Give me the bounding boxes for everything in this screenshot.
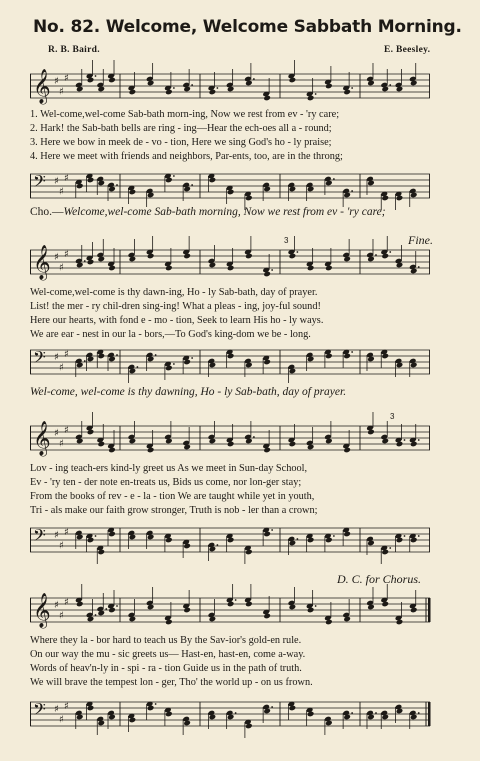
note-head xyxy=(86,173,95,192)
chorus-text: Wel-come, wel-come is thy dawning, Ho - ly Sab-bath, day of prayer. xyxy=(30,386,347,398)
note-head xyxy=(75,69,84,92)
svg-text:♯: ♯ xyxy=(64,349,69,360)
note-head xyxy=(182,69,193,92)
system-1-bass xyxy=(30,168,430,208)
note-head xyxy=(182,355,193,374)
note-head xyxy=(306,707,315,726)
note-head xyxy=(366,63,375,86)
svg-text:♯: ♯ xyxy=(54,176,59,187)
note-head xyxy=(96,349,105,368)
verse-line: From the books of rev - e - la - tion We are taught while yet in youth, xyxy=(30,491,315,502)
verse-line: Where they la - bor hard to teach us By the Sav-ior's gold-en rule. xyxy=(30,635,302,646)
note-head xyxy=(262,527,273,546)
note-head xyxy=(128,421,137,444)
bass-clef-icon: 𝄢 xyxy=(33,347,46,371)
note-head xyxy=(164,361,175,380)
verse-line: 1. Wel-come,wel-come Sab-bath morn-ing, Now we rest from ev - 'ry care; xyxy=(30,109,340,120)
note-head xyxy=(208,173,217,192)
verse-line: 4. Here we meet with friends and neighbors, Par-ents, too, are in the throng; xyxy=(30,151,343,162)
svg-text:♯: ♯ xyxy=(64,249,69,260)
author-credit: R. B. Baird. xyxy=(48,45,100,55)
system-3-bass xyxy=(30,522,430,562)
system-4 xyxy=(30,592,430,632)
system-2-bass xyxy=(30,344,430,384)
note-head xyxy=(96,593,107,616)
bass-clef-icon: 𝄢 xyxy=(33,525,46,549)
note-head xyxy=(226,69,235,92)
note-head xyxy=(146,63,155,86)
triplet-mark: 3 xyxy=(390,412,395,421)
note-head xyxy=(288,587,297,610)
key-signature-icon xyxy=(54,527,69,552)
svg-text:♯: ♯ xyxy=(54,600,59,611)
treble-clef-icon: 𝄞 xyxy=(33,593,51,628)
svg-text:♯: ♯ xyxy=(59,438,64,450)
svg-text:♯: ♯ xyxy=(54,530,59,541)
note-head xyxy=(244,719,253,738)
svg-text:♯: ♯ xyxy=(59,714,64,726)
verse-line: Words of heav'n-ly in - spi - ra - tion Guide us in the path of truth. xyxy=(30,663,302,674)
note-head xyxy=(182,427,191,450)
note-head xyxy=(208,245,217,268)
note-head xyxy=(395,245,404,268)
note-head xyxy=(164,533,173,552)
note-head xyxy=(324,349,333,368)
svg-text:♯: ♯ xyxy=(54,704,59,715)
svg-text:♯: ♯ xyxy=(54,76,59,87)
hymn-title xyxy=(33,17,462,37)
note-head xyxy=(366,239,377,262)
note-head xyxy=(128,364,139,383)
bass-clef-icon: 𝄢 xyxy=(33,699,46,723)
note-head xyxy=(86,533,97,552)
verse-line: List! the mer - ry chil-dren sing-ing! What a pleas - ing, joy-ful sound! xyxy=(30,301,321,312)
svg-text:♯: ♯ xyxy=(54,352,59,363)
svg-text:♯: ♯ xyxy=(59,186,64,198)
note-head xyxy=(409,188,418,207)
note-head xyxy=(288,701,297,720)
note-head xyxy=(395,69,404,92)
note-head xyxy=(86,599,97,622)
svg-text:♯: ♯ xyxy=(59,610,64,622)
verse-lyrics-1 xyxy=(30,108,430,164)
note-head xyxy=(75,179,84,198)
key-signature-icon xyxy=(54,349,69,374)
key-signature-icon xyxy=(54,249,69,274)
verse-lyrics-2 xyxy=(30,286,430,342)
note-head xyxy=(182,716,191,735)
note-head xyxy=(128,599,137,622)
note-head xyxy=(96,545,105,564)
note-head xyxy=(146,188,155,207)
svg-text:♯: ♯ xyxy=(64,597,69,608)
note-head xyxy=(86,701,95,720)
bass-staff xyxy=(30,168,430,208)
svg-text:♯: ♯ xyxy=(64,527,69,538)
verse-line: Ev - 'ry ten - der note en-treats us, Bids us come, nor lon-ger stay; xyxy=(30,477,302,488)
note-head xyxy=(182,539,191,558)
verse-line: Tri - als make our faith grow stronger, Truth is nob - ler than a crown; xyxy=(30,505,318,516)
chorus-line-2 xyxy=(30,386,440,398)
key-signature-icon xyxy=(54,73,69,98)
triplet-mark: 3 xyxy=(284,236,289,245)
note-head xyxy=(146,587,155,610)
svg-text:♯: ♯ xyxy=(64,73,69,84)
system-3 xyxy=(30,412,430,460)
hymn-number: No. 82. xyxy=(33,17,100,37)
note-head xyxy=(342,349,353,368)
chorus-line-1 xyxy=(30,206,440,218)
verse-line: On our way the mu - sic greets us— Hast-en, hast-en, come a-way. xyxy=(30,649,306,660)
chorus-text: Welcome,wel-come Sab-bath morning, Now we rest from ev - 'ry care; xyxy=(63,206,386,218)
note-head xyxy=(380,421,389,444)
treble-staff xyxy=(30,592,430,632)
treble-staff xyxy=(30,420,430,460)
note-head xyxy=(128,239,137,262)
svg-text:♯: ♯ xyxy=(64,425,69,436)
verse-line: Wel-come,wel-come is thy dawn-ing, Ho - ly Sab-bath, day of prayer. xyxy=(30,287,318,298)
note-head xyxy=(107,527,116,546)
note-head xyxy=(306,533,315,552)
note-head xyxy=(380,69,391,92)
verse-lyrics-3 xyxy=(30,462,430,518)
note-head xyxy=(96,716,105,735)
note-head xyxy=(164,173,175,192)
note-head xyxy=(75,421,84,444)
note-head xyxy=(226,349,235,368)
composer-credit: E. Beesley. xyxy=(384,45,431,55)
bass-staff xyxy=(30,344,430,384)
svg-text:♯: ♯ xyxy=(59,540,64,552)
verse-line: We are ear - nest in our la - bors,—To God's king-dom we be - long. xyxy=(30,329,311,340)
svg-text:♯: ♯ xyxy=(64,701,69,712)
note-head xyxy=(342,188,353,207)
note-head xyxy=(324,716,333,735)
key-signature-icon xyxy=(54,701,69,726)
note-head xyxy=(96,69,105,92)
note-head xyxy=(164,421,173,444)
note-head xyxy=(342,599,351,622)
treble-clef-icon: 𝄞 xyxy=(33,421,51,456)
note-head xyxy=(409,251,420,274)
note-head xyxy=(208,599,217,622)
note-head xyxy=(409,533,420,552)
fine-marking: Fine. xyxy=(408,233,433,247)
note-head xyxy=(226,533,235,552)
note-head xyxy=(128,185,137,204)
note-head xyxy=(380,545,391,564)
note-head xyxy=(409,63,418,86)
note-head xyxy=(128,713,137,732)
treble-staff xyxy=(30,244,430,284)
note-head xyxy=(380,349,389,368)
bass-staff xyxy=(30,522,430,562)
note-head xyxy=(262,355,271,374)
note-head xyxy=(324,421,333,444)
verse-line: 2. Hark! the Sab-bath bells are ring - ing—Hear the ech-oes all a - round; xyxy=(30,123,332,134)
note-head xyxy=(244,63,255,86)
verse-line: We will brave the tempest lon - ger, Tho' the world up - on us frown. xyxy=(30,677,313,688)
note-head xyxy=(226,185,235,204)
note-head xyxy=(164,707,173,726)
system-4-bass xyxy=(30,696,430,736)
key-signature-icon xyxy=(54,173,69,198)
treble-staff xyxy=(30,68,430,108)
note-head xyxy=(342,527,351,546)
chorus-label: Cho.— xyxy=(30,206,64,218)
svg-text:♯: ♯ xyxy=(59,362,64,374)
bass-clef-icon: 𝄢 xyxy=(33,171,46,195)
note-head xyxy=(75,245,86,268)
note-head xyxy=(306,427,315,450)
verse-line: 3. Here we bow in meek de - vo - tion, Here we sing God's ho - ly praise; xyxy=(30,137,332,148)
note-head xyxy=(244,421,255,444)
note-head xyxy=(208,421,217,444)
note-head xyxy=(96,239,105,262)
svg-text:♯: ♯ xyxy=(59,86,64,98)
dc-marking: D. C. for Chorus. xyxy=(337,572,422,586)
hymn-title-text: Welcome, Welcome Sabbath Morning. xyxy=(105,17,462,37)
verse-line: Lov - ing teach-ers kind-ly greet us As we meet in Sun-day School, xyxy=(30,463,308,474)
note-head xyxy=(324,533,335,552)
verse-line: Here our hearts, with fond e - mo - tion, Seek to learn His ho - ly ways. xyxy=(30,315,324,326)
svg-text:♯: ♯ xyxy=(54,252,59,263)
note-head xyxy=(342,239,351,262)
note-head xyxy=(244,545,253,564)
key-signature-icon xyxy=(54,425,69,450)
svg-text:♯: ♯ xyxy=(64,173,69,184)
note-head xyxy=(288,364,297,383)
key-signature-icon xyxy=(54,597,69,622)
note-head xyxy=(146,701,157,720)
note-head xyxy=(395,533,406,552)
treble-clef-icon: 𝄞 xyxy=(33,69,51,104)
verse-lyrics-4 xyxy=(30,634,430,690)
treble-clef-icon: 𝄞 xyxy=(33,245,51,280)
bass-staff xyxy=(30,696,430,736)
note-head xyxy=(208,542,219,561)
note-head xyxy=(366,587,375,610)
svg-text:♯: ♯ xyxy=(59,262,64,274)
svg-text:♯: ♯ xyxy=(54,428,59,439)
